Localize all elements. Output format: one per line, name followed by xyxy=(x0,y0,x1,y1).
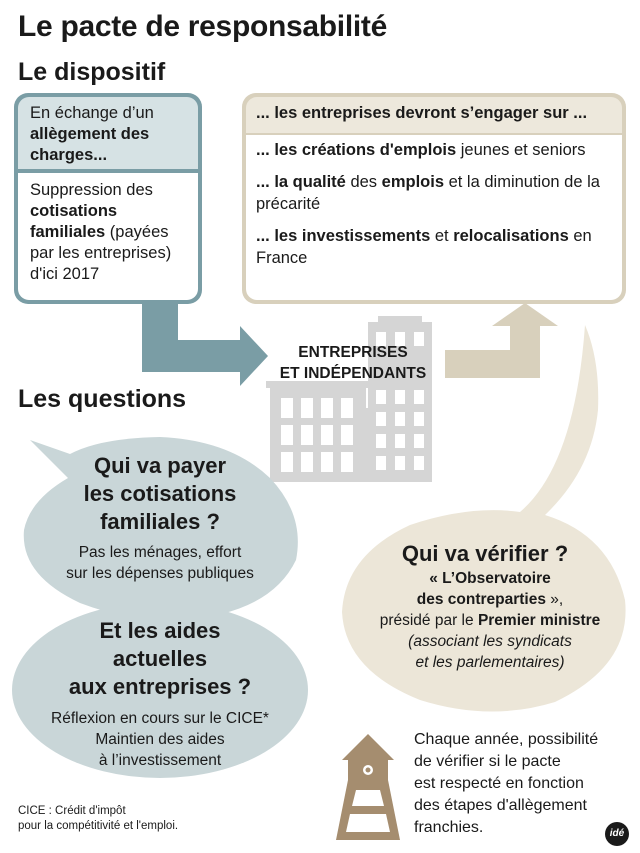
left-box-body-text: Suppression des xyxy=(30,181,153,199)
commitment-text: et la diminution de la précarité xyxy=(256,173,600,213)
commitment-text: en France xyxy=(256,227,592,267)
commitment-bold: emplois xyxy=(381,173,444,191)
q3-answer-text: », xyxy=(545,591,564,608)
annual-text-line: des étapes d'allègement xyxy=(414,797,587,814)
q2-answer-line: Réflexion en cours sur le CICE* xyxy=(51,710,269,727)
footnote-line: CICE : Crédit d'impôt xyxy=(18,805,126,817)
annual-text-line: Chaque année, possibilité xyxy=(414,731,599,748)
left-box-header-bold: allègement des charges... xyxy=(30,125,150,164)
dispositif-heading: Le dispositif xyxy=(18,58,166,86)
q2-answer-line: Maintien des aides xyxy=(95,731,225,748)
footnote xyxy=(18,804,268,834)
q2-title-line: aux entreprises ? xyxy=(68,674,252,699)
commitment-bold: ... la qualité xyxy=(256,173,346,191)
q2-answer xyxy=(20,708,300,771)
left-arrow-icon xyxy=(142,302,268,386)
ide-logo: idé xyxy=(605,822,629,846)
q2-answer-line: à l’investissement xyxy=(98,752,222,769)
q3-title: Qui va vérifier ? xyxy=(401,541,569,566)
right-box xyxy=(242,93,626,304)
center-label xyxy=(268,342,438,384)
left-box-body xyxy=(18,173,198,300)
q1-title-line: les cotisations xyxy=(83,481,237,506)
commitment-text: et xyxy=(430,227,454,245)
q1-answer-line: sur les dépenses publiques xyxy=(66,565,254,582)
left-box xyxy=(14,93,202,304)
center-label-line: ENTREPRISES xyxy=(298,344,408,361)
annual-text-line: de vérifier si le pacte xyxy=(414,753,561,770)
q3-answer-italic: (associant les syndicats xyxy=(408,633,572,650)
q3-answer-text: présidé par le xyxy=(379,612,478,629)
annual-text-line: est respecté en fonction xyxy=(414,775,584,792)
q3-answer-line: « L’Observatoire xyxy=(429,570,551,587)
q2-title-line: Et les aides xyxy=(99,618,221,643)
center-label-line: ET INDÉPENDANTS xyxy=(279,365,427,382)
commitment-item xyxy=(256,139,616,161)
footnote-line: pour la compétitivité et l'emploi. xyxy=(18,820,179,832)
q3-answer-bold: des contreparties xyxy=(416,591,546,608)
q1-title-line: Qui va payer xyxy=(93,453,227,478)
annual-text-line: franchies. xyxy=(414,819,484,836)
page-title: Le pacte de responsabilité xyxy=(18,10,387,43)
q1-title xyxy=(40,452,280,536)
commitment-item xyxy=(256,225,616,269)
commitment-bold: ... les investissements xyxy=(256,227,431,245)
commitment-item xyxy=(256,171,616,215)
questions-heading: Les questions xyxy=(18,385,187,413)
q2-title-line: actuelles xyxy=(112,646,208,671)
commitment-bold: relocalisations xyxy=(453,227,569,245)
q3-answer-italic: et les parlementaires) xyxy=(415,654,565,671)
left-box-header-text: En échange d’un xyxy=(30,104,154,122)
right-arrow-icon xyxy=(445,303,558,378)
commitment-text: jeunes et seniors xyxy=(456,141,586,159)
q1-answer-line: Pas les ménages, effort xyxy=(78,544,242,561)
q1-title-line: familiales ? xyxy=(100,509,220,534)
left-box-body-bold: cotisations familiales xyxy=(30,202,118,241)
commitment-text: des xyxy=(345,173,382,191)
q2-title xyxy=(30,617,290,701)
right-box-header: ... les entreprises devront s’engager sur ... xyxy=(246,97,622,133)
commitment-bold: ... les créations d'emplois xyxy=(256,141,457,159)
annual-verification-text xyxy=(414,729,629,839)
left-box-header xyxy=(18,97,198,169)
q1-answer xyxy=(40,542,280,584)
q3-answer xyxy=(345,568,635,673)
q3-answer-bold: Premier ministre xyxy=(477,612,601,629)
left-box-body-post: (payées par les entreprises) d'ici 2017 xyxy=(30,223,172,283)
right-box-body xyxy=(246,135,622,300)
